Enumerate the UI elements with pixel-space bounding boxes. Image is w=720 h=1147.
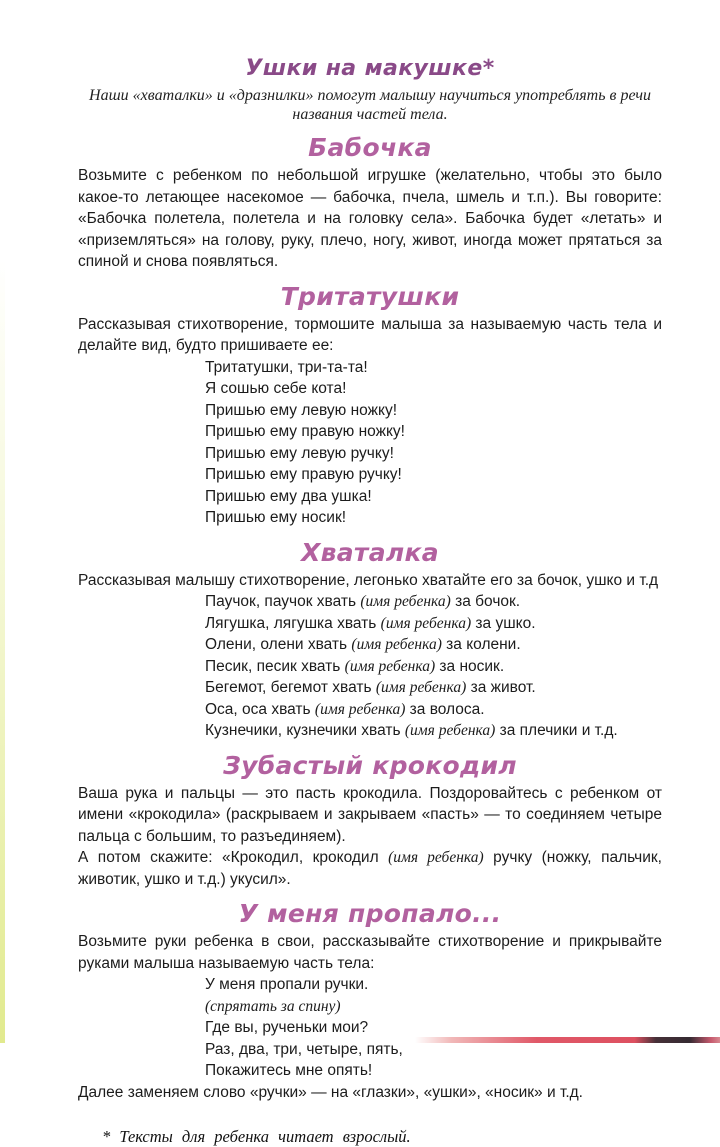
text-run: за плечики и т.д.: [495, 722, 618, 739]
text-run: Паучок, паучок хвать: [205, 593, 361, 610]
subtitle-line-2: названия частей тела.: [292, 106, 448, 123]
verse-line: [205, 1060, 662, 1082]
text-run: ручку (ножку, пальчик, животик, ушко и т.д.) укусил».: [78, 849, 662, 888]
text-run: за волоса.: [405, 700, 485, 718]
sections-container: [78, 133, 662, 1103]
inline-italic-note: (имя ребенка): [360, 593, 451, 610]
text-run: за живот.: [466, 679, 536, 696]
text-run: Оса, оса хвать: [205, 700, 315, 718]
paragraph: [78, 1082, 662, 1104]
text-run: Песик, песик хвать: [205, 657, 345, 675]
section-heading: Хваталка: [301, 537, 439, 567]
text-run: Тритатушки, три-та-та!: [205, 358, 368, 376]
inline-italic-note: (имя ребенка): [314, 700, 406, 718]
verse-line: [205, 378, 662, 400]
paragraph: [78, 314, 662, 357]
subtitle-line-1: Наши «хваталки» и «дразнилки» помогут малышу научиться употреблять в речи: [89, 87, 651, 104]
text-run: У меня пропали ручки.: [205, 976, 369, 993]
text-run: Бегемот, бегемот хвать: [205, 679, 376, 696]
paragraph: [78, 165, 662, 273]
inline-italic-note: (спрятать за спину): [205, 997, 341, 1015]
verse-line: [205, 357, 662, 379]
text-run: Олени, олени хвать: [205, 636, 352, 653]
text-run: за ушко.: [471, 614, 536, 632]
verse-line: [205, 634, 662, 656]
inline-italic-note: (имя ребенка): [351, 636, 442, 653]
verse-line: [205, 613, 662, 635]
section-heading: Зубастый крокодил: [223, 750, 517, 780]
text-run: А потом скажите: «Крокодил, крокодил: [78, 849, 389, 866]
text-run: Пришью ему левую ручку!: [205, 444, 394, 462]
verse-line: [205, 507, 662, 529]
paragraph: [78, 783, 662, 848]
text-run: Далее заменяем слово «ручки» — на «глазки», «ушки», «носик» и т.д.: [78, 1083, 583, 1101]
verse-line: [205, 1039, 662, 1061]
paragraph: [78, 847, 662, 890]
page-title: Ушки на макушке*: [245, 56, 495, 81]
section-heading: Бабочка: [308, 133, 432, 162]
text-run: Ваша рука и пальцы — это пасть крокодила. Поздоровайтесь с ребенком от имени «крокодила» (раскрываем и закрываем «пасть» — то соединяем четыре пальца с большим, то разъединяем).: [78, 784, 662, 845]
footnote: * Тексты для ребенка читает взрослый.: [102, 1127, 411, 1146]
inline-italic-note: (имя ребенка): [375, 679, 467, 696]
verse-line: [205, 421, 662, 443]
verse-line: [205, 974, 662, 996]
text-run: Кузнечики, кузнечики хвать: [205, 722, 405, 739]
text-run: Лягушка, лягушка хвать: [205, 614, 381, 632]
verse-block: [205, 591, 662, 742]
verse-line: [205, 656, 662, 678]
verse-line: [205, 400, 662, 422]
text-run: Раз, два, три, четыре, пять,: [205, 1040, 403, 1058]
text-run: Пришью ему левую ножку!: [205, 401, 397, 419]
section-zubastyi-krokodil: [78, 751, 662, 891]
paragraph: [78, 570, 662, 592]
inline-italic-note: (имя ребенка): [388, 849, 484, 866]
section-tritatushki: [78, 282, 662, 529]
text-run: за носик.: [435, 657, 505, 675]
text-run: Рассказывая стихотворение, тормошите малыша за называемую часть тела и делайте вид, будто пришиваете ее:: [78, 315, 662, 354]
text-run: Рассказывая малышу стихотворение, легонько хватайте его за бочок, ушко и т.д: [78, 571, 659, 589]
text-run: Пришью ему два ушка!: [205, 487, 372, 505]
verse-line: [205, 720, 662, 742]
verse-line: [205, 677, 662, 699]
text-run: Я сошью себе кота!: [205, 380, 347, 397]
text-run: Пришью ему носик!: [205, 509, 347, 526]
verse-line: [205, 486, 662, 508]
text-run: Возьмите руки ребенка в свои, рассказывайте стихотворение и прикрывайте руками малыша называемую часть тела:: [78, 933, 662, 972]
section-heading: Тритатушки: [280, 281, 460, 311]
inline-italic-note: (имя ребенка): [344, 657, 436, 675]
text-run: Где вы, рученьки мои?: [205, 1019, 369, 1036]
verse-block: [205, 974, 662, 1082]
verse-line: [205, 443, 662, 465]
section-u-menya-propalo: [78, 899, 662, 1103]
page-subtitle: [78, 86, 662, 124]
text-run: за колени.: [441, 636, 521, 653]
text-run: за бочок.: [450, 593, 521, 610]
verse-line: [205, 699, 662, 721]
inline-italic-note: (имя ребенка): [404, 722, 496, 739]
verse-block: [205, 357, 662, 529]
section-heading: У меня пропало...: [238, 899, 502, 928]
verse-line: [205, 1017, 662, 1039]
verse-line: [205, 464, 662, 486]
section-khvatalka: [78, 538, 662, 742]
text-run: Возьмите с ребенком по небольшой игрушке (желательно, чтобы это было какое-то летающее насекомое — бабочка, пчела, шмель и т.п.). Вы говорите: «Бабочка полетела, полетела и на головку села». Бабочка будет «летать» и «приземляться» на голову, руку, плечо, ногу, живот, иногда может прятаться за спиной и снова появляться.: [78, 167, 662, 270]
verse-line: [205, 996, 662, 1018]
inline-italic-note: (имя ребенка): [380, 614, 472, 632]
section-babochka: [78, 133, 662, 273]
text-run: Покажитесь мне опять!: [205, 1062, 373, 1079]
text-run: Пришью ему правую ручку!: [205, 466, 402, 483]
verse-line: [205, 591, 662, 613]
text-run: Пришью ему правую ножку!: [205, 423, 405, 440]
paragraph: [78, 931, 662, 974]
